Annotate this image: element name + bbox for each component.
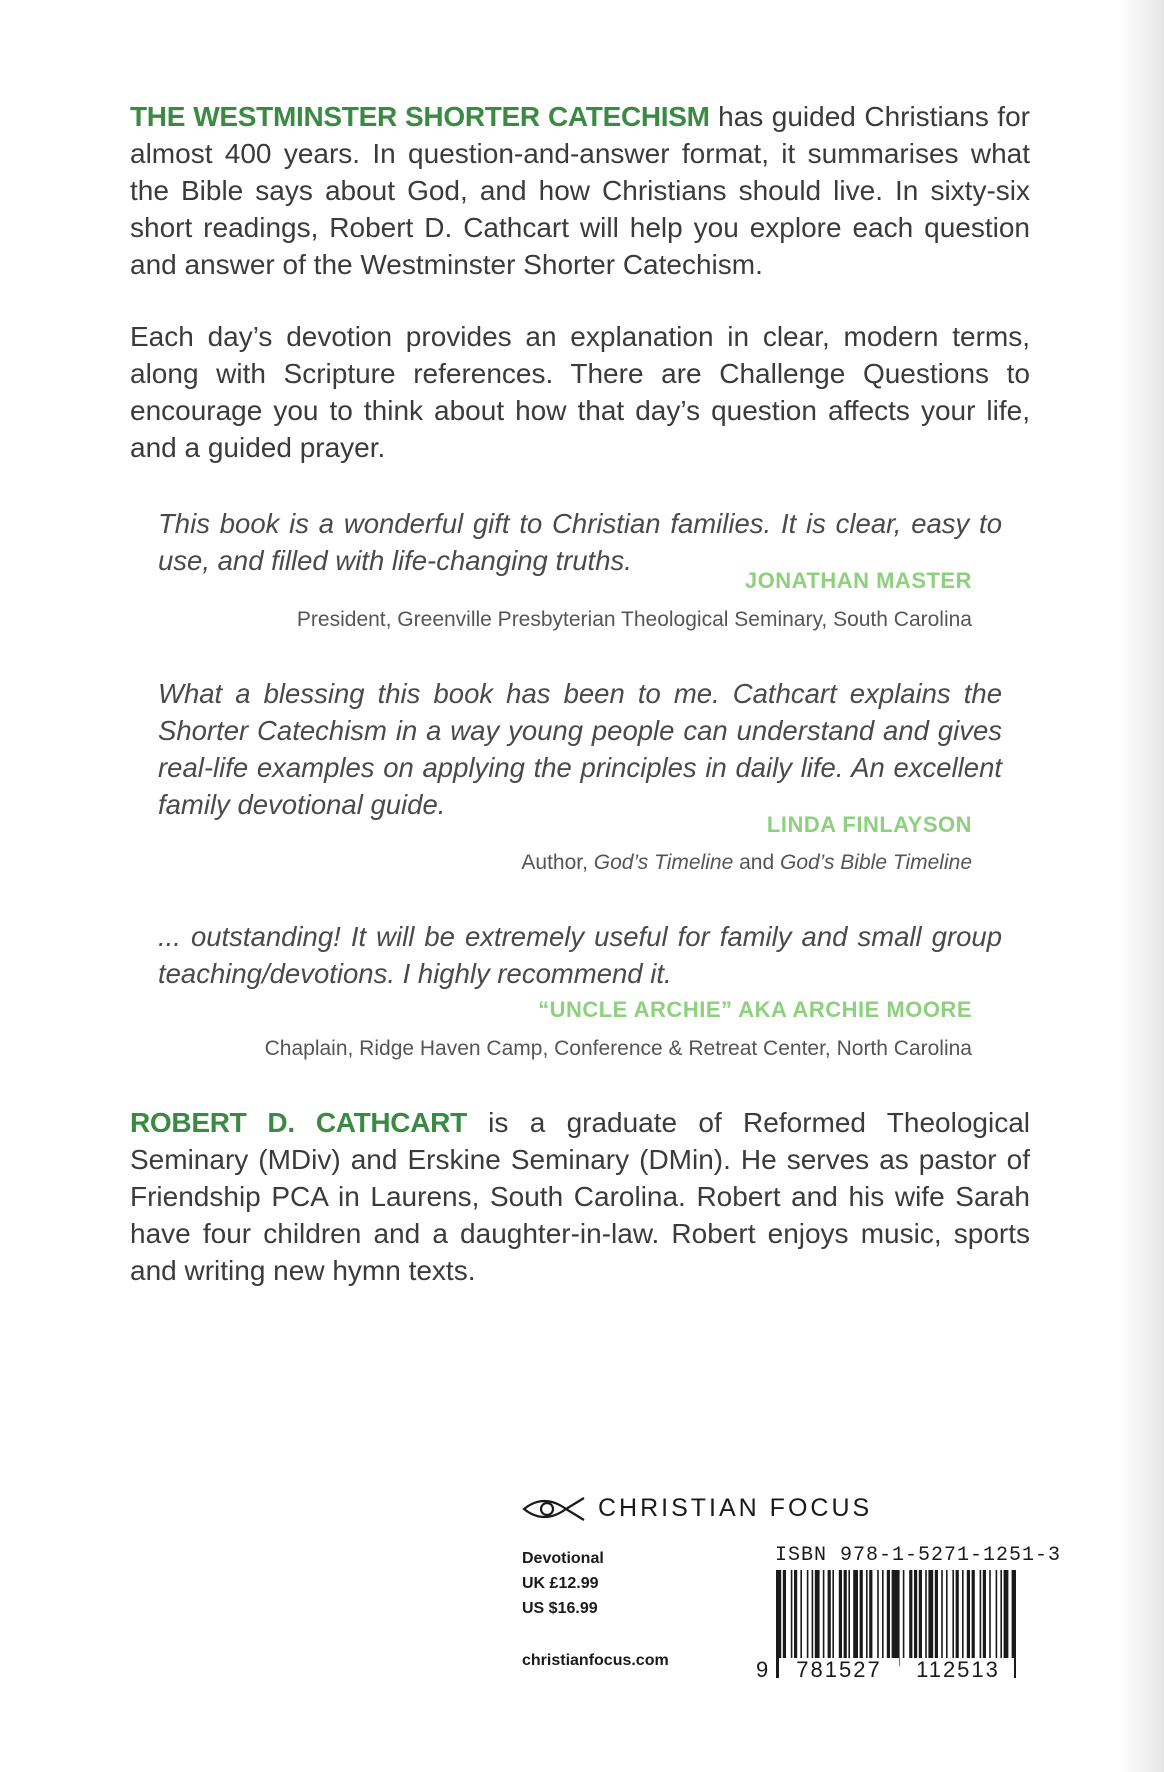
barcode-bar xyxy=(791,1570,793,1666)
barcode-bar xyxy=(828,1570,831,1666)
credential-prefix: Author, xyxy=(521,851,594,874)
barcode-bar xyxy=(887,1570,890,1666)
blurb-paragraph-2: Each day’s devotion provides an explanation in clear, modern terms, along with Scripture references. There are Challenge Questions to encourage you to think about how that day’s question affects your life, and a guided prayer. xyxy=(130,321,1030,463)
barcode-bar xyxy=(1000,1570,1002,1666)
barcode-bar xyxy=(941,1570,943,1666)
barcode-bar xyxy=(983,1570,986,1666)
author-bio-text: is a graduate of Reformed Theological Seminary (MDiv) and Erskine Seminary (DMin). He serves as pastor of Friendship PCA in Laurens, South Carolina. Robert and his wife Sarah have four children and a daughter-in-law. Robert enjoys music, sports and writing new hymn texts. xyxy=(130,1107,1030,1286)
barcode-bar xyxy=(903,1570,905,1666)
barcode-bar xyxy=(794,1570,797,1666)
blurb-paragraph-1 xyxy=(130,98,1030,283)
endorser-credential-1: President, Greenville Presbyterian Theological Seminary, South Carolina xyxy=(296,608,972,631)
endorsement-quote-3: ... outstanding! It will be extremely useful for family and small group teaching/devotions. I highly recommend it. xyxy=(158,921,1002,989)
barcode-bar xyxy=(807,1570,809,1666)
credential-and: and xyxy=(733,851,780,874)
price-uk: UK £12.99 xyxy=(522,1575,599,1592)
barcode-bar xyxy=(935,1570,938,1666)
publisher-name: CHRISTIAN FOCUS xyxy=(598,1494,873,1522)
endorser-name-2: LINDA FINLAYSON xyxy=(766,812,972,837)
barcode-left-digits: 781527 xyxy=(796,1657,882,1680)
barcode-bar xyxy=(783,1570,786,1666)
barcode-right-digits: 112513 xyxy=(916,1657,1000,1680)
book-title-1: God’s Timeline xyxy=(593,851,734,874)
book-title-2: God’s Bible Timeline xyxy=(779,851,972,874)
price-us: US $16.99 xyxy=(522,1600,598,1617)
barcode-bar xyxy=(962,1570,964,1666)
barcode-bar xyxy=(869,1570,872,1666)
barcode-bar xyxy=(925,1570,927,1666)
barcode-bar xyxy=(967,1570,970,1666)
isbn-barcode xyxy=(752,1570,1034,1680)
barcode-bar xyxy=(972,1570,975,1666)
barcode-bar xyxy=(919,1570,922,1666)
author-bio xyxy=(130,1104,1030,1289)
barcode-bar xyxy=(914,1570,917,1666)
barcode-bar xyxy=(956,1570,959,1666)
barcode-guard-bar xyxy=(1014,1570,1016,1678)
barcode-bar xyxy=(800,1570,802,1666)
barcode-bar xyxy=(860,1570,863,1666)
barcode-bar xyxy=(812,1570,814,1666)
endorser-credential-2 xyxy=(521,851,972,875)
barcode-bar xyxy=(853,1570,858,1666)
endorsement-quote-1: This book is a wonderful gift to Christian families. It is clear, easy to use, and filled with life-changing truths. xyxy=(158,508,1002,576)
spine-shadow xyxy=(1118,0,1164,1772)
barcode-bar xyxy=(1004,1570,1009,1666)
barcode-bar xyxy=(980,1570,982,1666)
endorser-name-1: JONATHAN MASTER xyxy=(744,568,972,593)
blurb-text-1: has guided Christians for almost 400 years. In question-and-answer format, it summarises what the Bible says about God, and how Christians should live. In sixty-six short readings, Robert D. Cathcart will help you explore each question and answer of the Westminster Shorter Catechism. xyxy=(130,101,1030,280)
barcode-bar xyxy=(882,1570,884,1666)
barcode-bar xyxy=(952,1570,954,1666)
publisher-website: christianfocus.com xyxy=(522,1652,669,1669)
barcode-bar xyxy=(946,1570,948,1666)
author-name: ROBERT D. CATHCART xyxy=(130,1107,467,1138)
barcode-bar xyxy=(815,1570,820,1666)
barcode-bar xyxy=(866,1570,868,1666)
barcode-guard-bar xyxy=(776,1570,778,1678)
isbn-label: ISBN 978-1-5271-1251-3 xyxy=(775,1544,1062,1567)
endorser-name-3: “UNCLE ARCHIE” AKA ARCHIE MOORE xyxy=(538,997,972,1022)
category-label: Devotional xyxy=(522,1550,604,1567)
publisher-logo xyxy=(522,1494,872,1523)
barcode-bar xyxy=(909,1570,912,1666)
barcode-bar xyxy=(839,1570,842,1666)
title-lead: THE WESTMINSTER SHORTER CATECHISM xyxy=(130,101,710,132)
barcode-bar xyxy=(989,1570,991,1666)
endorsement-quote-2: What a blessing this book has been to me. Cathcart explains the Shorter Catechism in a way young people can understand and gives real-life examples on applying the principles in daily life. An excellent family devotional guide. xyxy=(158,678,1002,820)
barcode-bar xyxy=(848,1570,850,1666)
barcode-bar xyxy=(898,1570,900,1666)
barcode-first-digit: 9 xyxy=(756,1657,769,1680)
endorser-credential-3: Chaplain, Ridge Haven Camp, Conference & Retreat Center, North Carolina xyxy=(264,1037,972,1060)
barcode-bar xyxy=(832,1570,834,1666)
barcode-bar xyxy=(844,1570,847,1666)
barcode-bar xyxy=(823,1570,825,1666)
fish-eye-logo-icon xyxy=(522,1496,588,1522)
barcode-bar xyxy=(996,1570,998,1666)
barcode-bar xyxy=(928,1570,933,1666)
barcode-bar xyxy=(877,1570,879,1666)
